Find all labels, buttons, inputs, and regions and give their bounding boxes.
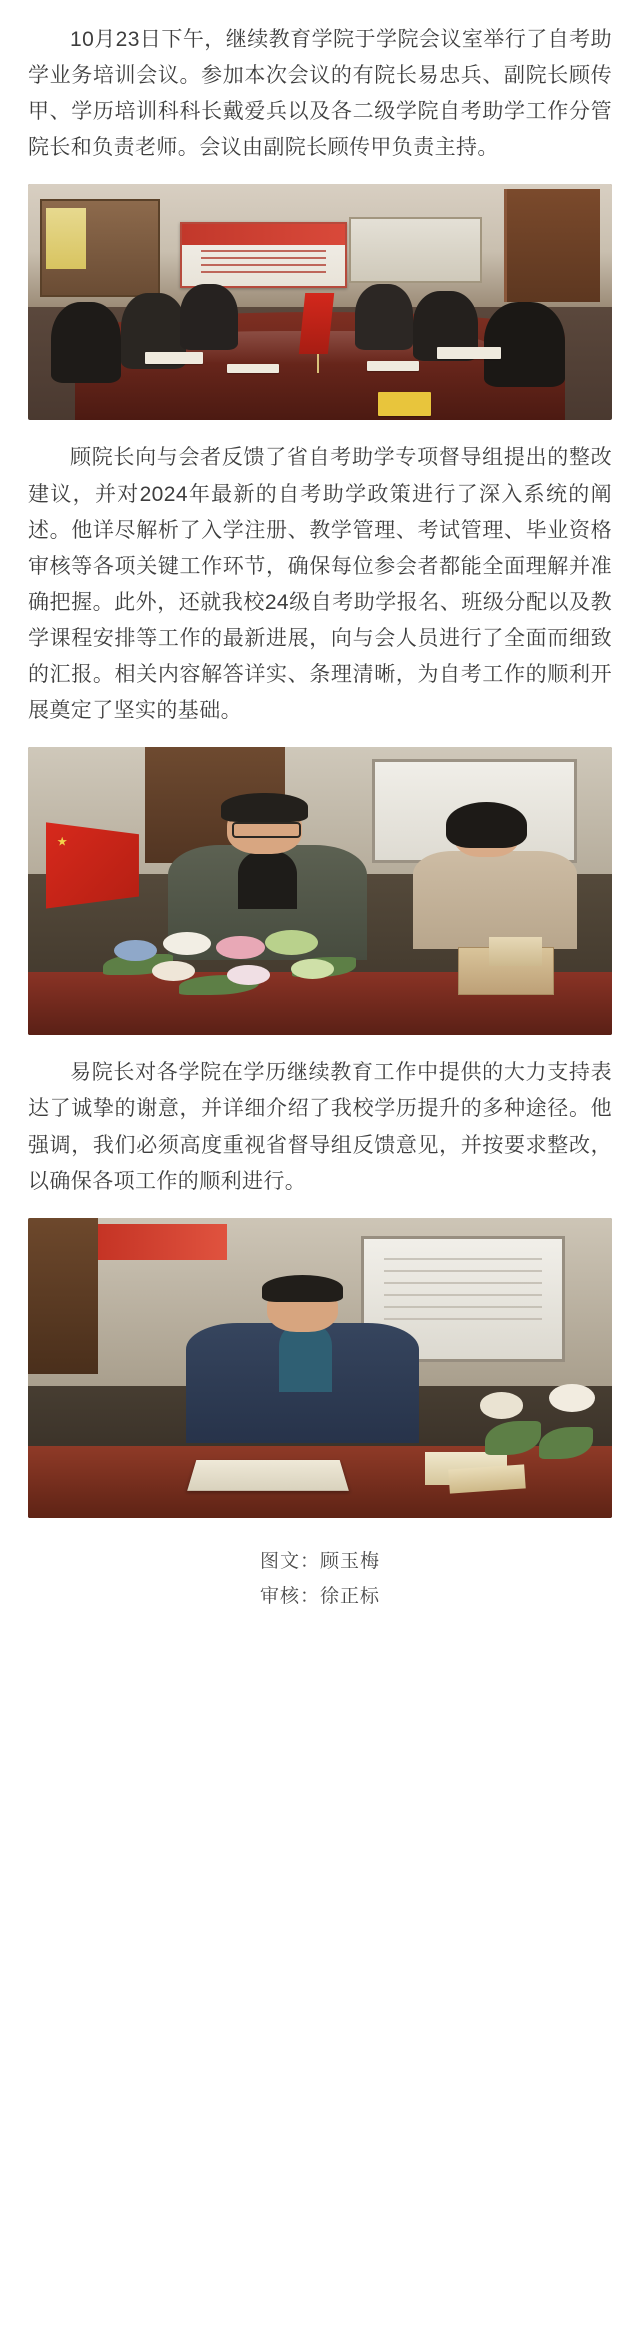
credit-reviewer: 审核：徐正标 (259, 1585, 380, 1607)
person-silhouette (355, 284, 413, 350)
speaker-inner-shirt (238, 851, 296, 909)
figure-president (28, 1218, 612, 1518)
flower-shape (549, 1384, 595, 1413)
leaf-shape (485, 1421, 542, 1456)
credit-author: 图文：顾玉梅 (259, 1550, 380, 1572)
notetaker-hair (446, 802, 528, 848)
flower-shape (227, 965, 270, 985)
speaker-hair (221, 793, 309, 822)
potted-plant (472, 1374, 600, 1476)
speaker-and-notetaker-photo (28, 747, 612, 1035)
flower-shape (265, 930, 319, 955)
leaf-shape (539, 1427, 593, 1460)
glasses-icon (232, 822, 300, 838)
wall-screen (349, 217, 481, 282)
figure-speaker (28, 747, 612, 1035)
paper-on-table (145, 352, 203, 364)
person-silhouette (484, 302, 566, 387)
door-shape (28, 1218, 98, 1374)
figure-meeting-room-wide (28, 184, 612, 420)
poster-shape (46, 208, 87, 269)
box-on-table (378, 392, 431, 416)
banner-text-lines (201, 250, 325, 278)
paragraph-3: 易院长对各学院在学历继续教育工作中提供的大力支持表达了诚挚的谢意，并详细介绍了我校学历提升的多种途径。他强调，我们必须高度重视省督导组反馈意见，并按要求整改，以确保各项工作的顺利进行。 (28, 1061, 612, 1193)
paper-on-table (227, 364, 280, 373)
banner-header-bar (182, 224, 346, 245)
paper-on-table (367, 361, 420, 370)
party-flag (46, 822, 139, 908)
board-text-lines (384, 1258, 543, 1330)
president-shirt (279, 1326, 332, 1392)
door-shape (504, 189, 600, 302)
president-hair (262, 1275, 344, 1302)
paragraph-2: 顾院长向与会者反馈了省自考助学专项督导组提出的整改建议，并对2024年最新的自考助学政策进行了深入系统的阐述。他详尽解析了入学注册、教学管理、考试管理、毕业资格审核等各项关键工作环节，确保每位参会者都能全面理解并准确把握。此外，还就我校24级自考助学报名、班级分配以及教学课程安排等工作的最新进展，向与会人员进行了全面而细致的汇报。相关内容解答详实、条理清晰，为自考工作的顺利开展奠定了坚实的基础。 (28, 446, 612, 723)
credits-block (28, 1544, 612, 1614)
flower-bouquet (98, 914, 367, 1012)
notetaker-body (413, 851, 577, 949)
flower-shape (152, 961, 195, 981)
meeting-room-wide-photo (28, 184, 612, 420)
flower-shape (480, 1392, 524, 1419)
meeting-banner (180, 222, 348, 287)
paper-on-table (437, 347, 501, 359)
flower-shape (163, 932, 211, 955)
flower-shape (216, 936, 264, 959)
person-silhouette (51, 302, 121, 382)
open-notebook (187, 1460, 349, 1491)
person-silhouette (180, 284, 238, 350)
president-at-desk-photo (28, 1218, 612, 1518)
small-box (489, 937, 542, 966)
paragraph-1: 10月23日下午，继续教育学院于学院会议室举行了自考助学业务培训会议。参加本次会议的有院长易忠兵、副院长顾传甲、学历培训科科长戴爱兵以及各二级学院自考助学工作分管院长和负责老师。会议由副院长顾传甲负责主持。 (28, 28, 612, 160)
